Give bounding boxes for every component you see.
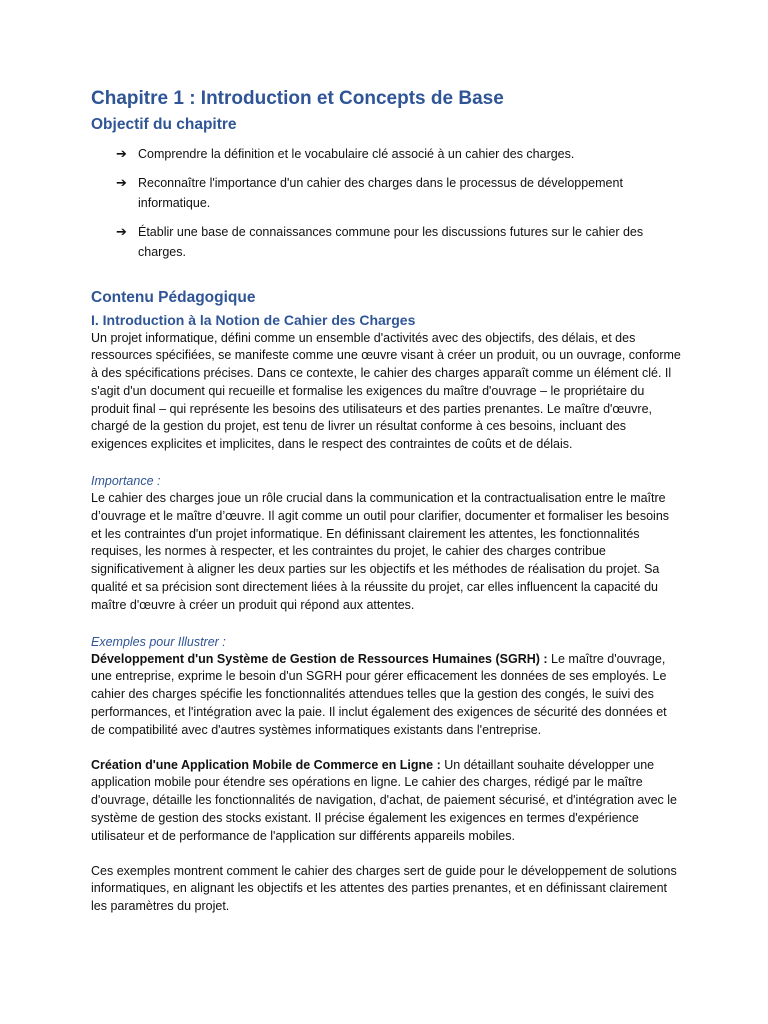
importance-label: Importance : [91, 474, 161, 489]
example2-paragraph [91, 757, 681, 846]
arrow-bullet-icon: ➔ [116, 174, 127, 190]
conclusion-paragraph: Ces exemples montrent comment le cahier des charges sert de guide pour le développement de solutions informatiques, en alignant les objectifs et les attentes des parties prenantes, et en définissant clairement les paramètres du projet. [91, 863, 677, 914]
objective-item [116, 144, 681, 165]
example1-text: Le maître d'ouvrage, une entreprise, exprime le besoin d'un SGRH pour gérer efficacement les données de ses employés. Le cahier des charges spécifie les fonctionnalités attendues telles que la gestion des congés, le suivi des performances, et l'intégration avec la paie. Il inclut également des exigences de sécurité des données et de compatibilité avec d'autres systèmes informatiques existants dans l'entreprise. [91, 651, 667, 737]
objective-text: Établir une base de connaissances commune pour les discussions futures sur le cahier des charges. [138, 224, 644, 259]
example2-title: Création d'une Application Mobile de Commerce en Ligne : [91, 757, 441, 772]
example1-paragraph [91, 651, 681, 740]
objectives-list [91, 144, 681, 263]
chapter-title: Chapitre 1 : Introduction et Concepts de Base [91, 88, 504, 109]
objective-text: Comprendre la définition et le vocabulaire clé associé à un cahier des charges. [138, 147, 575, 161]
arrow-bullet-icon: ➔ [116, 223, 127, 239]
objective-text: Reconnaître l'importance d'un cahier des charges dans le processus de développement informatique. [138, 175, 623, 210]
objective-item [116, 173, 681, 214]
document-body [91, 86, 681, 916]
objective-heading: Objectif du chapitre [91, 116, 237, 133]
contenu-heading: Contenu Pédagogique [91, 288, 256, 306]
objective-item [116, 222, 681, 263]
importance-paragraph: Le cahier des charges joue un rôle crucial dans la communication et la contractualisation entre le maître d’ouvrage et le maître d’œuvre. Il agit comme un outil pour clarifier, documenter et formaliser les besoins et les contraintes d'un projet informatique. En définissant clairement les attentes, les fonctionnalités requises, les normes à respecter, et les contraintes du projet, le cahier des charges contribue significativement à aligner les deux parties sur les objectifs et les méthodes de réalisation du projet. Sa qualité et sa précision sont directement liées à la réussite du projet, car elles influencent la capacité du maître d'œuvre à créer un produit qui répond aux attentes. [91, 491, 670, 612]
examples-label: Exemples pour Illustrer : [91, 634, 226, 649]
section1-paragraph: Un projet informatique, défini comme un ensemble d'activités avec des objectifs, des délais, et des ressources spécifiées, se manifeste comme une œuvre visant à créer un produit, ou un ouvrage, conforme à des spécifications précises. Dans ce contexte, le cahier des charges apparaît comme un élément clé. Il s'agit d'un document qui recueille et formalise les exigences du maître d'ouvrage – le propriétaire du produit final – qui représente les besoins des utilisateurs et des parties prenantes. Le maître d'œuvre, chargé de la gestion du projet, est tenu de livrer un résultat conforme à ces besoins, incluant des exigences explicites et implicites, dans le respect des contraintes de coûts et de délais. [91, 330, 681, 452]
example2-text: Un détaillant souhaite développer une application mobile pour étendre ses opérations en ligne. Le cahier des charges, rédigé par le maître d'ouvrage, détaille les fonctionnalités de navigation, d'achat, de paiement sécurisé, et d'intégration avec le système de gestion des stocks existant. Il précise également les exigences en termes d'expérience utilisateur et de performance de l'application sur différents appareils mobiles. [91, 757, 678, 843]
arrow-bullet-icon: ➔ [116, 146, 127, 161]
example1-title: Développement d'un Système de Gestion de Ressources Humaines (SGRH) : [91, 651, 548, 666]
section1-heading: I. Introduction à la Notion de Cahier des Charges [91, 311, 416, 328]
